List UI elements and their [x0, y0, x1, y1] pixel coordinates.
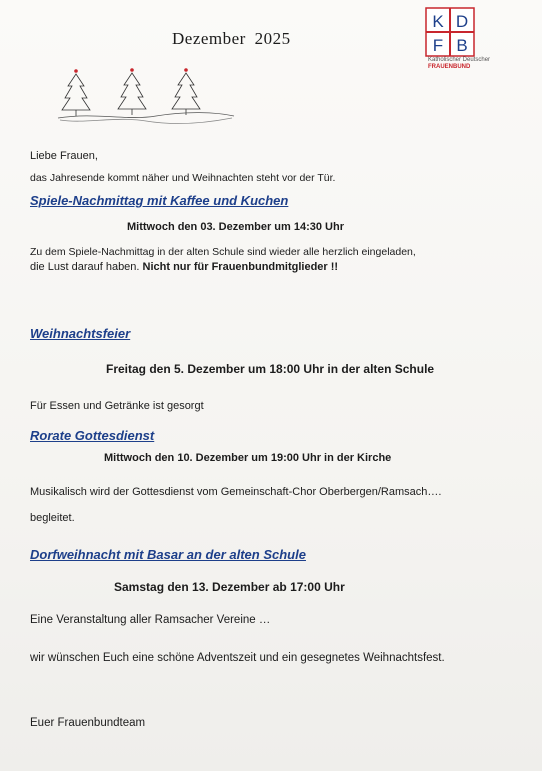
- event-heading-weihnachtsfeier: Weihnachtsfeier: [30, 326, 131, 341]
- page-title: Dezember 2025: [172, 29, 291, 48]
- tree-icon: [118, 68, 146, 115]
- logo-letter-f: F: [432, 36, 444, 55]
- tree-icon: [172, 68, 200, 115]
- event-date-spiele: Mittwoch den 03. Dezember um 14:30 Uhr: [127, 221, 344, 233]
- event-heading-spiele: Spiele-Nachmittag mit Kaffee und Kuchen: [30, 193, 289, 208]
- event-body-weihnachtsfeier: Für Essen und Getränke ist gesorgt: [30, 400, 204, 412]
- christmas-trees-decoration: [56, 66, 236, 128]
- signature: Euer Frauenbundteam: [30, 717, 146, 729]
- greeting: Liebe Frauen,: [30, 150, 98, 162]
- event-body-spiele-1: Zu dem Spiele-Nachmittag in der alten Schule sind wieder alle herzlich eingeladen,: [30, 246, 416, 258]
- event-heading-dorfweihnacht: Dorfweihnacht mit Basar an der alten Schule: [30, 547, 306, 562]
- intro-line: das Jahresende kommt näher und Weihnachten steht vor der Tür.: [30, 172, 336, 184]
- event-body-rorate-1: Musikalisch wird der Gottesdienst vom Gemeinschaft-Chor Oberbergen/Ramsach….: [30, 486, 442, 498]
- logo-subtitle: Katholischer Deutscher: [428, 57, 491, 63]
- closing-wish: wir wünschen Euch eine schöne Adventszeit und ein gesegnetes Weihnachtsfest.: [30, 652, 445, 664]
- event-body-spiele-prefix: die Lust darauf haben.: [30, 261, 143, 273]
- event-date-rorate: Mittwoch den 10. Dezember um 19:00 Uhr in der Kirche: [104, 452, 392, 464]
- logo-brand: FRAUENBUND: [428, 64, 471, 70]
- event-date-weihnachtsfeier: Freitag den 5. Dezember um 18:00 Uhr in der alten Schule: [106, 362, 435, 376]
- logo-letter-b: B: [456, 36, 468, 55]
- event-date-dorfweihnacht: Samstag den 13. Dezember ab 17:00 Uhr: [114, 580, 345, 594]
- event-body-rorate-2: begleitet.: [30, 512, 75, 524]
- event-body-spiele-2: [30, 261, 338, 273]
- logo-caption: [428, 57, 490, 71]
- event-body-spiele-bold: Nicht nur für Frauenbundmitglieder !!: [142, 261, 339, 273]
- logo-letter-d: D: [455, 12, 469, 31]
- event-body-dorfweihnacht: Eine Veranstaltung aller Ramsacher Vereine …: [30, 614, 271, 626]
- tree-icon: [62, 69, 90, 116]
- event-heading-rorate: Rorate Gottesdienst: [30, 428, 155, 443]
- logo-letter-k: K: [432, 12, 444, 31]
